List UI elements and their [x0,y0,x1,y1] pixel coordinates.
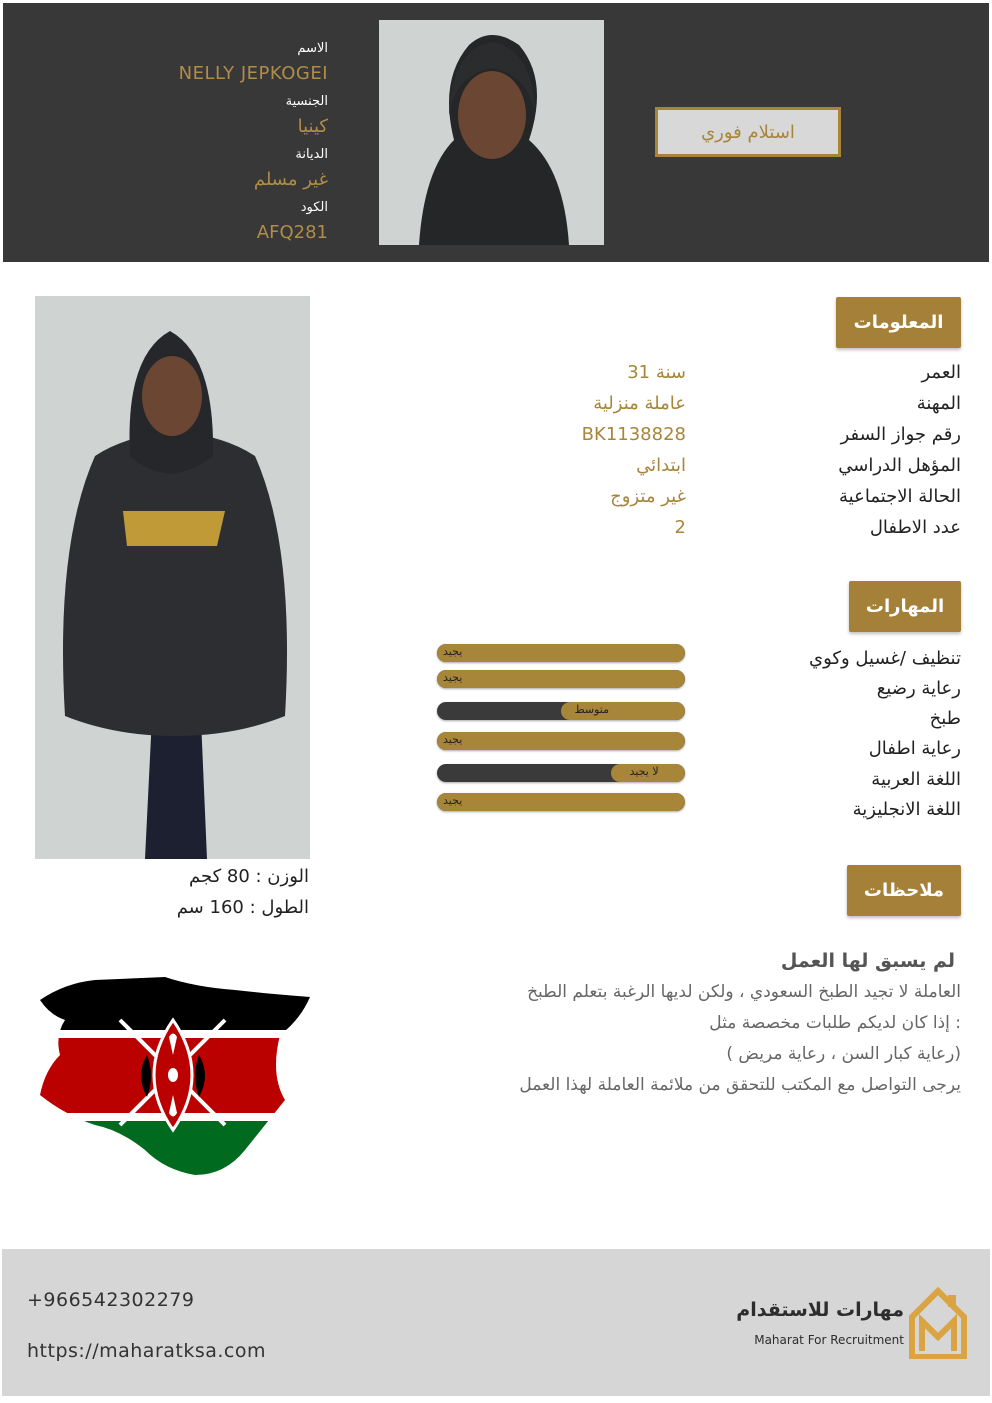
phone-number: +966542302279 [27,1289,195,1311]
info-heading: المعلومات [836,297,961,348]
portrait-photo [379,20,604,245]
kenya-flag-map [35,975,313,1180]
note-line-2: إذا كان لديكم طلبات مخصصة مثل : [709,1013,961,1033]
skill-bar-level: يجيد [443,733,463,746]
code-value: AFQ281 [256,222,328,243]
weight-text: الوزن : 80 كجم [189,866,309,887]
notes-heading: ملاحظات [847,865,961,916]
skill-label-cooking: طبخ [929,708,961,729]
skill-label-english: اللغة الانجليزية [852,799,961,820]
skill-bar-arabic [437,764,685,782]
skill-bar-level: يجيد [443,794,463,807]
skill-bar-level: لا يجيد [629,765,659,778]
house-logo-icon [908,1287,968,1359]
nationality-value: كينيا [297,116,328,137]
skill-bar-level: يجيد [443,671,463,684]
notes-title: لم يسبق لها العمل [780,950,955,972]
skill-bar-fill [437,793,685,811]
age-value: 31 سنة [627,362,686,383]
skill-bar-english [437,793,685,811]
note-line-3: ( رعاية كبار السن ، رعاية مريض) [726,1044,961,1064]
logo-english-text: Maharat For Recruitment [754,1333,904,1347]
children-value: 2 [674,517,686,538]
note-line-4: يرجى التواصل مع المكتب للتحقق من ملائمة العاملة لهذا العمل [519,1075,961,1095]
profession-value: عاملة منزلية [593,393,686,414]
note-line-1: العاملة لا تجيد الطبخ السعودي ، ولكن لديها الرغبة بتعلم الطبخ [527,982,961,1002]
full-body-photo [35,296,310,859]
skill-bar-fill [437,670,685,688]
skill-bar-fill [437,732,685,750]
education-label: المؤهل الدراسي [838,455,961,476]
profession-label: المهنة [916,393,961,414]
passport-label: رقم جواز السفر [840,424,961,445]
skills-heading: المهارات [849,581,961,632]
education-value: ابتدائي [636,455,686,476]
instant-delivery-badge: استلام فوري [655,107,841,157]
logo-arabic-text: مهارات للاستقدام [736,1299,904,1321]
skill-label-infant-care: رعاية رضيع [876,678,961,699]
age-label: العمر [921,362,961,383]
name-value: NELLY JEPKOGEI [178,63,328,84]
religion-value: غير مسلم [253,169,328,190]
skill-label-child-care: رعاية اطفال [868,738,961,759]
skill-bar-level: يجيد [443,645,463,658]
skill-bar-cooking [437,702,685,720]
nationality-label: الجنسية [285,94,328,109]
skill-bar-level: متوسط [574,703,609,716]
skill-label-arabic: اللغة العربية [871,769,961,790]
children-label: عدد الاطفال [869,517,961,538]
code-label: الكود [300,200,328,215]
name-label: الاسم [297,41,328,56]
skill-bar-fill [437,644,685,662]
marital-label: الحالة الاجتماعية [839,486,961,507]
marital-value: غير متزوج [610,486,686,507]
skill-label-cleaning: تنظيف /غسيل وكوي [809,648,961,669]
skill-bar-child-care [437,732,685,750]
passport-value: BK1138828 [581,424,686,445]
skill-bar-cleaning [437,644,685,662]
religion-label: الديانة [295,147,328,162]
height-text: الطول : 160 سم [176,897,309,918]
website-link[interactable]: https://maharatksa.com [27,1340,267,1362]
company-logo [736,1287,968,1359]
skill-bar-infant-care [437,670,685,688]
